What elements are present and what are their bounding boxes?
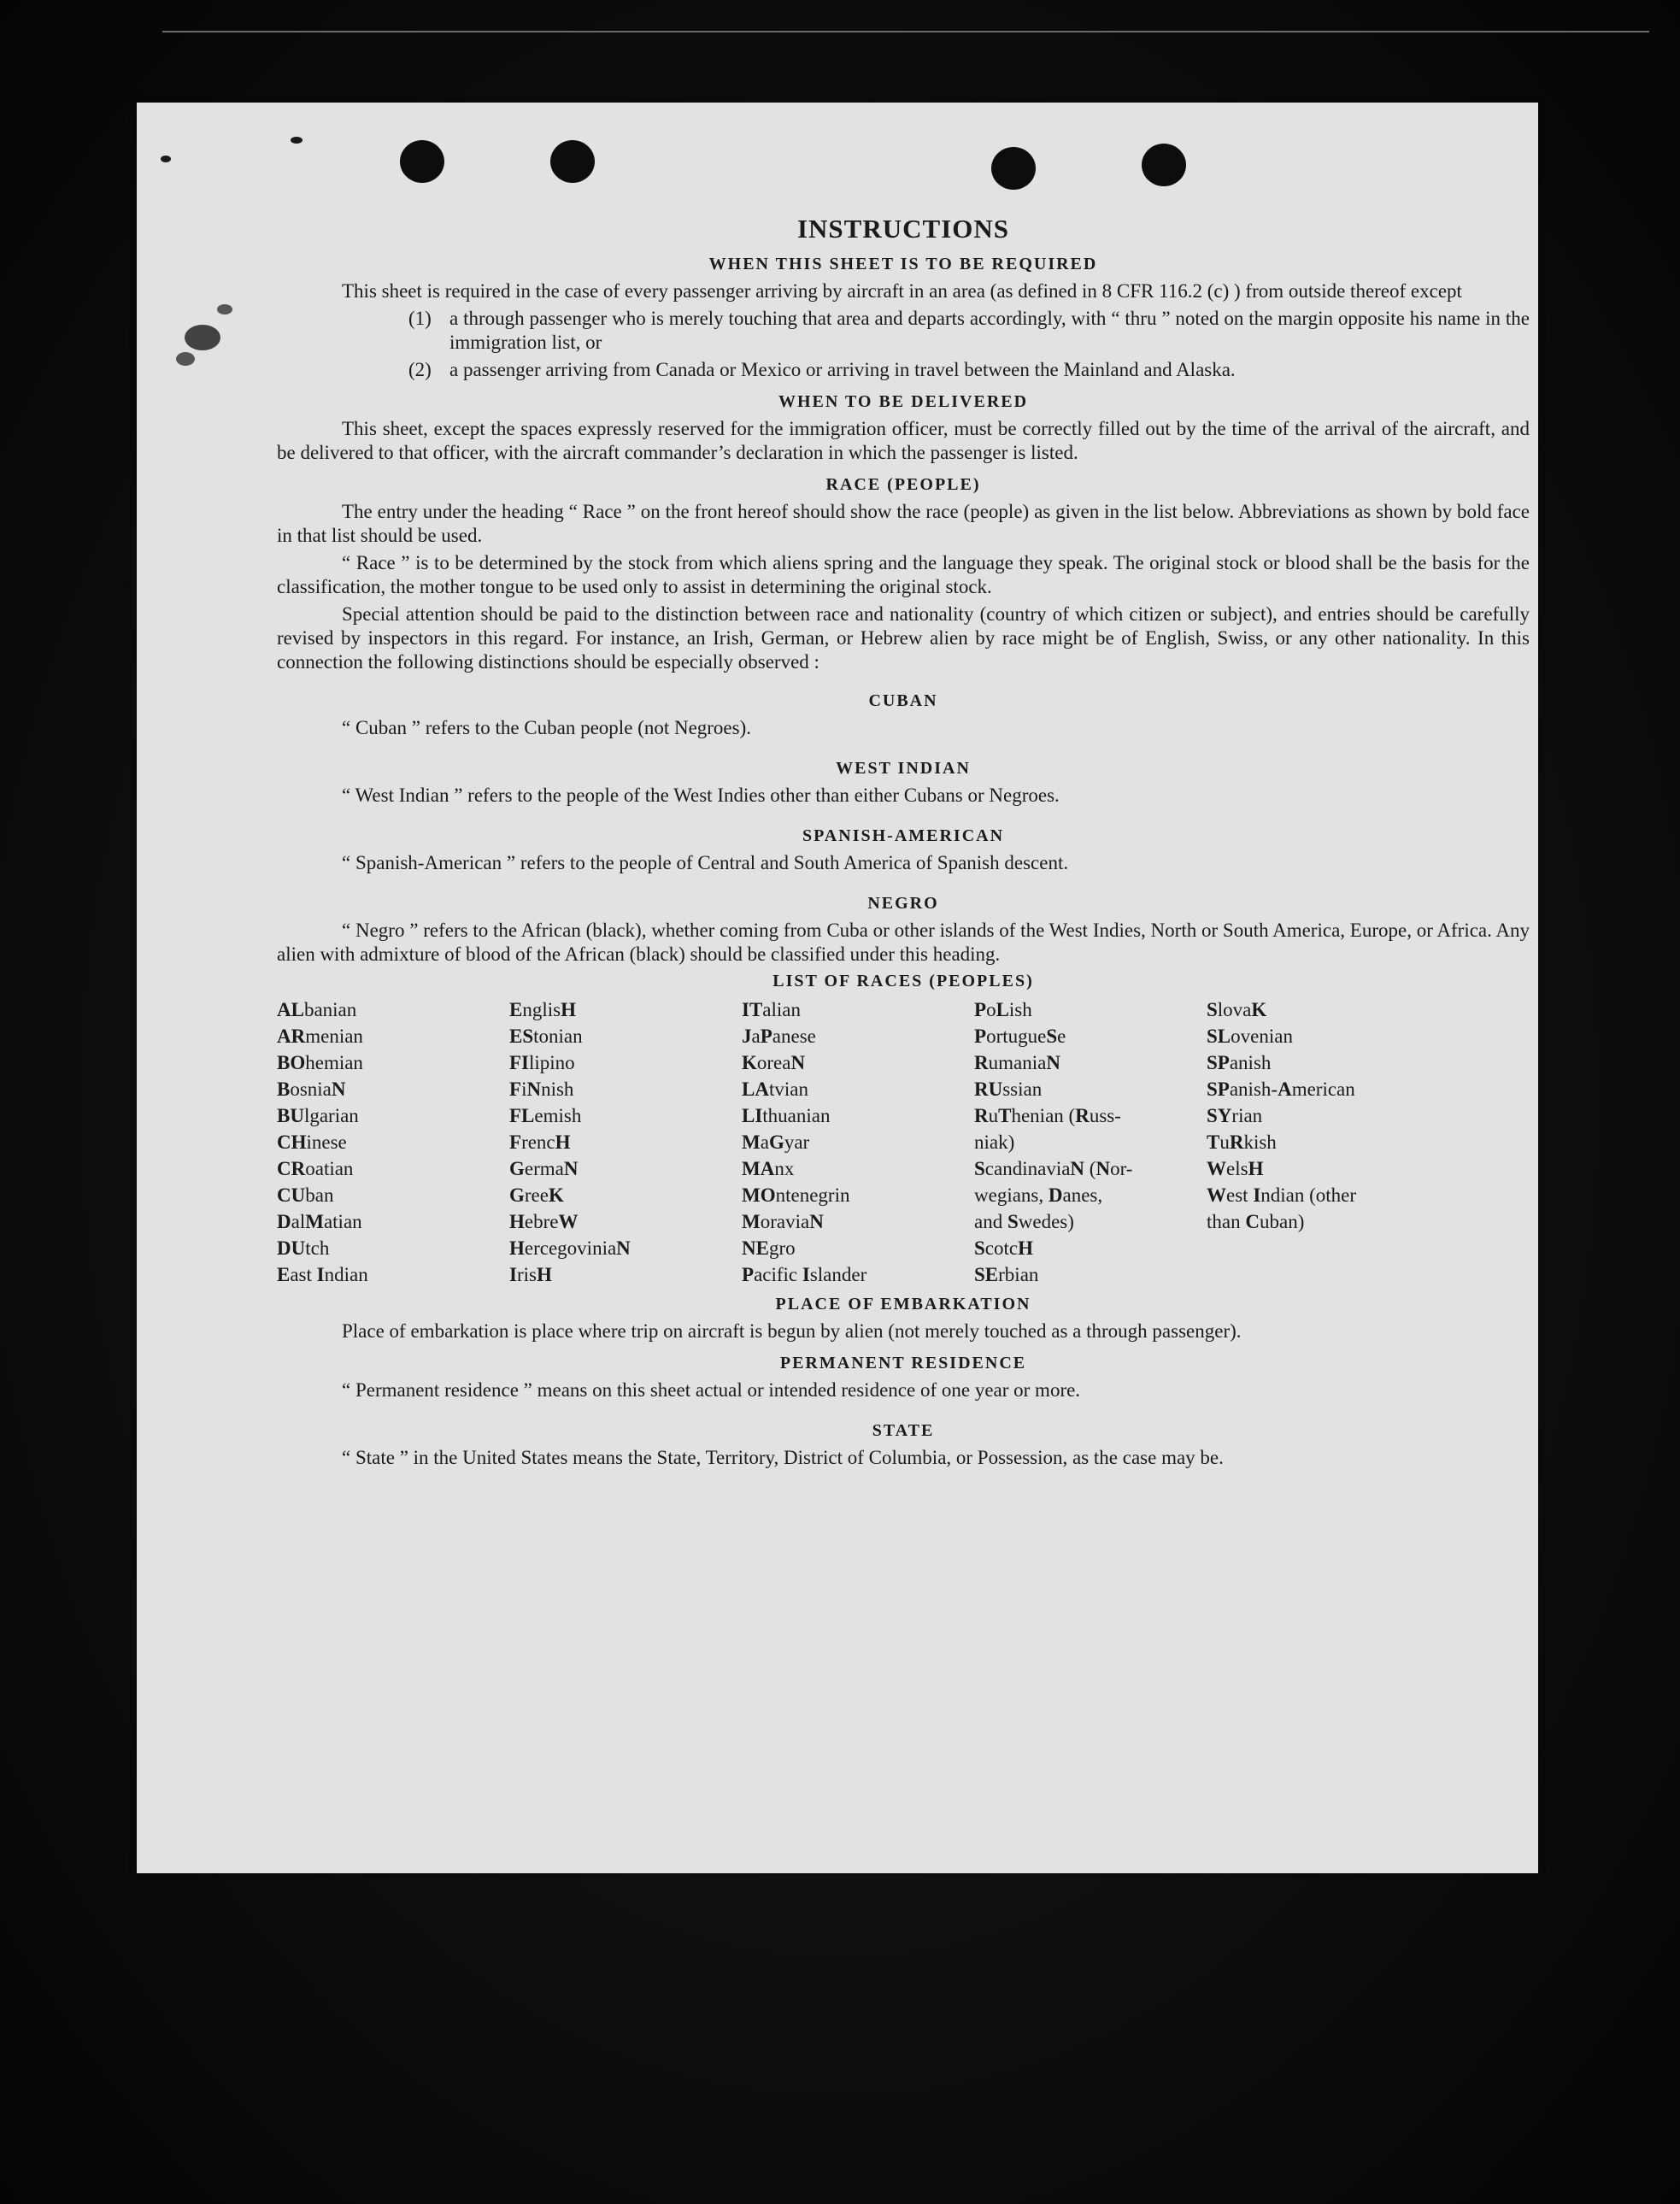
punch-hole: [400, 140, 444, 183]
exception-text: a passenger arriving from Canada or Mexico or arriving in travel between the Mainland and Alaska.: [449, 359, 1236, 380]
heading-required: WHEN THIS SHEET IS TO BE REQUIRED: [708, 255, 1098, 273]
race-entry: EnglisH: [509, 999, 576, 1020]
race-entry: LAtvian: [742, 1078, 808, 1100]
race-entry: CRoatian: [277, 1158, 354, 1179]
exception-item: [408, 307, 1530, 355]
ink-blot: [217, 304, 232, 314]
race-entry: ScotcH: [974, 1237, 1033, 1259]
delivered-text: This sheet, except the spaces expressly reserved for the immigration officer, must be correctly filled out by the time of the arrival of the aircraft, and be delivered to that officer, with the aircraft commander’s declaration in which the passenger is listed.: [277, 418, 1530, 463]
race-entry: CHinese: [277, 1131, 347, 1153]
race-entry: NEgro: [742, 1237, 796, 1259]
races-column: [974, 996, 1207, 1288]
cuban-text: “ Cuban ” refers to the Cuban people (not Negroes).: [342, 717, 752, 738]
race-entry: Pacific Islander: [742, 1264, 867, 1285]
race-entry: RuThenian (Russ- niak): [974, 1105, 1121, 1153]
ink-blot: [176, 352, 195, 366]
embarkation-text: Place of embarkation is place where trip on aircraft is begun by alien (not merely touched as a through passenger).: [342, 1320, 1242, 1342]
race-entry: East Indian: [277, 1264, 368, 1285]
race-paragraph-2: “ Race ” is to be determined by the stock from which aliens spring and the language they speak. The original stock or blood shall be the basis for the classification, the mother tongue to be used only to assist in determining the original stock.: [277, 552, 1530, 597]
heading-state: STATE: [872, 1421, 935, 1440]
races-column: [1207, 996, 1377, 1288]
races-column: [742, 996, 974, 1288]
race-paragraph-3: Special attention should be paid to the distinction between race and nationality (country of which citizen or subject), and entries should be carefully revised by inspectors in this regard. For instance, an Irish, German, or Hebrew alien by race might be of English, Swiss, or any other nationality. In this connection the following distinctions should be especially observed :: [277, 603, 1530, 673]
ink-speck: [161, 156, 171, 162]
race-entry: EStonian: [509, 1026, 583, 1047]
race-entry: PortugueSe: [974, 1026, 1066, 1047]
race-entry: West Indian (other than Cuban): [1207, 1184, 1357, 1232]
race-entry: ScandinaviaN (Nor- wegians, Danes, and Swedes): [974, 1158, 1133, 1232]
heading-spanish-american: SPANISH-AMERICAN: [802, 826, 1005, 845]
heading-residence: PERMANENT RESIDENCE: [779, 1354, 1027, 1372]
heading-negro: NEGRO: [867, 894, 939, 913]
instructions-content: [277, 214, 1530, 1470]
race-entry: SLovenian: [1207, 1026, 1293, 1047]
heading-race: RACE (PEOPLE): [825, 475, 981, 494]
race-entry: MaGyar: [742, 1131, 810, 1153]
residence-text: “ Permanent residence ” means on this sheet actual or intended residence of one year or more.: [342, 1379, 1081, 1401]
race-entry: KoreaN: [742, 1052, 806, 1073]
race-entry: CUban: [277, 1184, 334, 1206]
film-edge-line: [162, 31, 1649, 32]
state-text: “ State ” in the United States means the State, Territory, District of Columbia, or Possession, as the case may be.: [342, 1447, 1224, 1468]
race-entry: MOntenegrin: [742, 1184, 850, 1206]
race-entry: ALbanian: [277, 999, 357, 1020]
document-page: [137, 103, 1538, 1873]
races-column: [509, 996, 742, 1288]
race-paragraph-1: The entry under the heading “ Race ” on the front hereof should show the race (people) as given in the list below. Abbreviations as shown by bold face in that list should be used.: [277, 501, 1530, 546]
race-entry: DalMatian: [277, 1211, 362, 1232]
race-entry: HercegoviniaN: [509, 1237, 631, 1259]
punch-hole: [991, 147, 1036, 190]
page-title: INSTRUCTIONS: [796, 214, 1009, 244]
exception-number: (2): [408, 359, 432, 380]
race-entry: FrencH: [509, 1131, 571, 1153]
race-entry: GermaN: [509, 1158, 579, 1179]
race-entry: GreeK: [509, 1184, 564, 1206]
exception-number: (1): [408, 308, 432, 329]
race-entry: TuRkish: [1207, 1131, 1277, 1153]
exception-item: [408, 358, 1530, 382]
heading-list-of-races: LIST OF RACES (PEOPLES): [772, 972, 1034, 990]
ink-speck: [291, 137, 303, 144]
race-entry: SPanish-American: [1207, 1078, 1355, 1100]
punch-hole: [1142, 144, 1186, 186]
heading-delivered: WHEN TO BE DELIVERED: [778, 392, 1029, 411]
punch-hole: [550, 140, 595, 183]
race-entry: LIthuanian: [742, 1105, 831, 1126]
race-entry: ITalian: [742, 999, 801, 1020]
races-list: [277, 996, 1530, 1288]
race-entry: RUssian: [974, 1078, 1043, 1100]
race-entry: ARmenian: [277, 1026, 363, 1047]
spanish-american-text: “ Spanish-American ” refers to the people of Central and South America of Spanish descent.: [342, 852, 1069, 873]
heading-embarkation: PLACE OF EMBARKATION: [775, 1295, 1031, 1314]
race-entry: IrisH: [509, 1264, 552, 1285]
race-entry: DUtch: [277, 1237, 330, 1259]
race-entry: BUlgarian: [277, 1105, 359, 1126]
heading-west-indian: WEST INDIAN: [836, 759, 971, 778]
west-indian-text: “ West Indian ” refers to the people of the West Indies other than either Cubans or Negroes.: [342, 785, 1060, 806]
race-entry: SlovaK: [1207, 999, 1267, 1020]
race-entry: SPanish: [1207, 1052, 1272, 1073]
race-entry: HebreW: [509, 1211, 579, 1232]
required-intro: This sheet is required in the case of every passenger arriving by aircraft in an area (as defined in 8 CFR 116.2 (c) ) from outside thereof except: [342, 280, 1462, 302]
exception-text: a through passenger who is merely touching that area and departs accordingly, with “ thru ” noted on the margin opposite his name in the immigration list, or: [449, 308, 1530, 353]
race-entry: FiNnish: [509, 1078, 574, 1100]
race-entry: PoLish: [974, 999, 1032, 1020]
race-entry: SYrian: [1207, 1105, 1263, 1126]
race-entry: MAnx: [742, 1158, 795, 1179]
race-entry: WelsH: [1207, 1158, 1264, 1179]
race-entry: BOhemian: [277, 1052, 363, 1073]
ink-blot: [185, 325, 220, 350]
race-entry: BosniaN: [277, 1078, 346, 1100]
race-entry: RumaniaN: [974, 1052, 1060, 1073]
negro-text: “ Negro ” refers to the African (black), whether coming from Cuba or other islands of the West Indies, North or South America, Europe, or Africa. Any alien with admixture of blood of the African (black) should be classified under this heading.: [277, 920, 1530, 965]
race-entry: SErbian: [974, 1264, 1039, 1285]
races-column: [277, 996, 509, 1288]
heading-cuban: CUBAN: [868, 691, 938, 710]
race-entry: JaPanese: [742, 1026, 816, 1047]
race-entry: FIlipino: [509, 1052, 575, 1073]
race-entry: MoraviaN: [742, 1211, 824, 1232]
race-entry: FLemish: [509, 1105, 582, 1126]
